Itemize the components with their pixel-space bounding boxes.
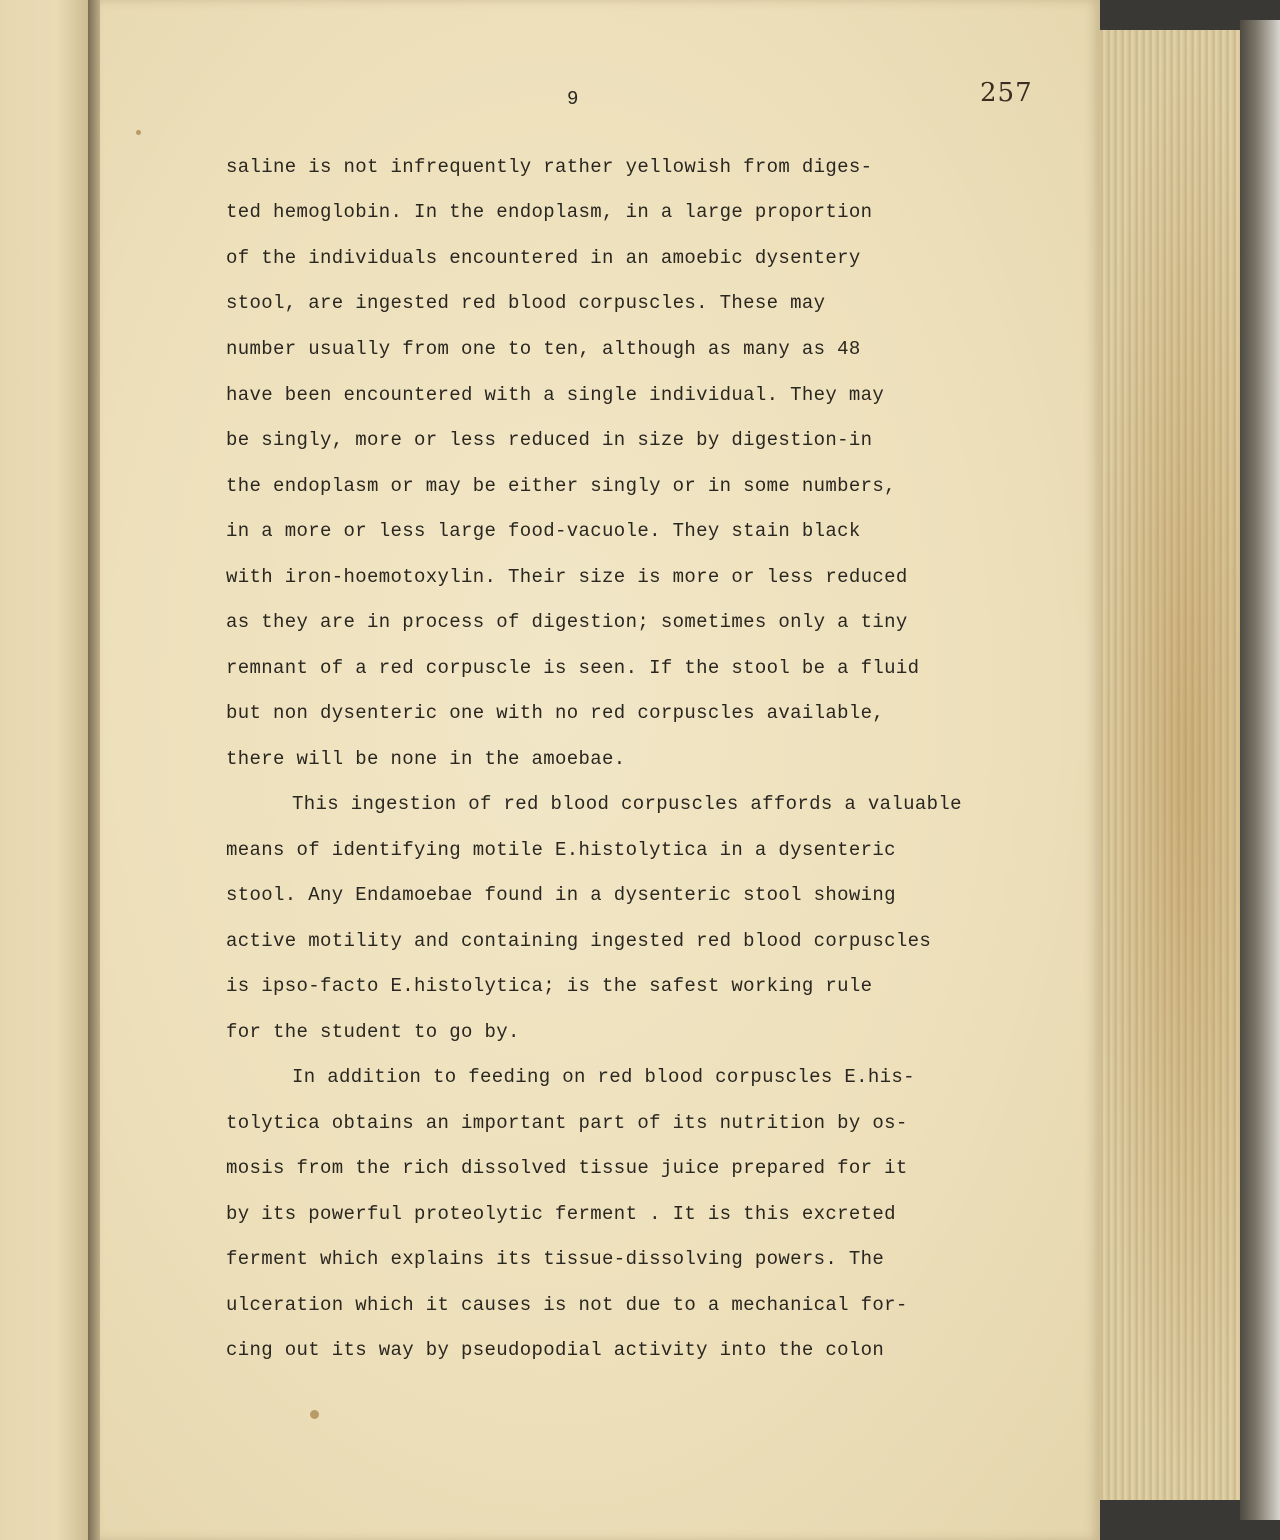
page-edges bbox=[1090, 30, 1250, 1500]
text-line: by its powerful proteolytic ferment . It is this excreted bbox=[226, 1203, 896, 1225]
text-line: with iron-hoemotoxylin. Their size is more or less reduced bbox=[226, 566, 908, 588]
text-line: as they are in process of digestion; sometimes only a tiny bbox=[226, 611, 908, 633]
folio-number: 257 bbox=[980, 78, 1033, 108]
text-line: saline is not infrequently rather yellowish from diges- bbox=[226, 156, 873, 178]
text-line: stool, are ingested red blood corpuscles. These may bbox=[226, 292, 826, 314]
book-cover bbox=[1240, 20, 1280, 1520]
text-line: but non dysenteric one with no red corpuscles available, bbox=[226, 702, 885, 724]
text-line: mosis from the rich dissolved tissue juice prepared for it bbox=[226, 1157, 908, 1179]
text-line: remnant of a red corpuscle is seen. If the stool be a fluid bbox=[226, 657, 920, 679]
stain-spot bbox=[310, 1410, 319, 1419]
facing-page bbox=[0, 0, 95, 1540]
text-line: tolytica obtains an important part of its nutrition by os- bbox=[226, 1112, 908, 1134]
stain-spot bbox=[136, 130, 141, 135]
text-line: stool. Any Endamoebae found in a dysenteric stool showing bbox=[226, 884, 896, 906]
text-line: ulceration which it causes is not due to a mechanical for- bbox=[226, 1294, 908, 1316]
text-line: of the individuals encountered in an amoebic dysentery bbox=[226, 247, 861, 269]
text-line: cing out its way by pseudopodial activity into the colon bbox=[226, 1339, 885, 1361]
text-line: in a more or less large food-vacuole. They stain black bbox=[226, 520, 861, 542]
text-line: ferment which explains its tissue-dissolving powers. The bbox=[226, 1248, 885, 1270]
text-line: number usually from one to ten, although as many as 48 bbox=[226, 338, 861, 360]
text-line: This ingestion of red blood corpuscles affords a valuable bbox=[292, 793, 962, 815]
text-line: be singly, more or less reduced in size by digestion-in bbox=[226, 429, 873, 451]
text-line: is ipso-facto E.histolytica; is the safest working rule bbox=[226, 975, 873, 997]
text-line: ted hemoglobin. In the endoplasm, in a large proportion bbox=[226, 201, 873, 223]
text-line: for the student to go by. bbox=[226, 1021, 520, 1043]
page-number: 9 bbox=[567, 88, 579, 110]
text-line: means of identifying motile E.histolytica in a dysenteric bbox=[226, 839, 896, 861]
text-line: there will be none in the amoebae. bbox=[226, 748, 626, 770]
text-line: active motility and containing ingested red blood corpuscles bbox=[226, 930, 932, 952]
text-line: the endoplasm or may be either singly or in some numbers, bbox=[226, 475, 896, 497]
text-line: In addition to feeding on red blood corpuscles E.his- bbox=[292, 1066, 915, 1088]
text-line: have been encountered with a single individual. They may bbox=[226, 384, 885, 406]
